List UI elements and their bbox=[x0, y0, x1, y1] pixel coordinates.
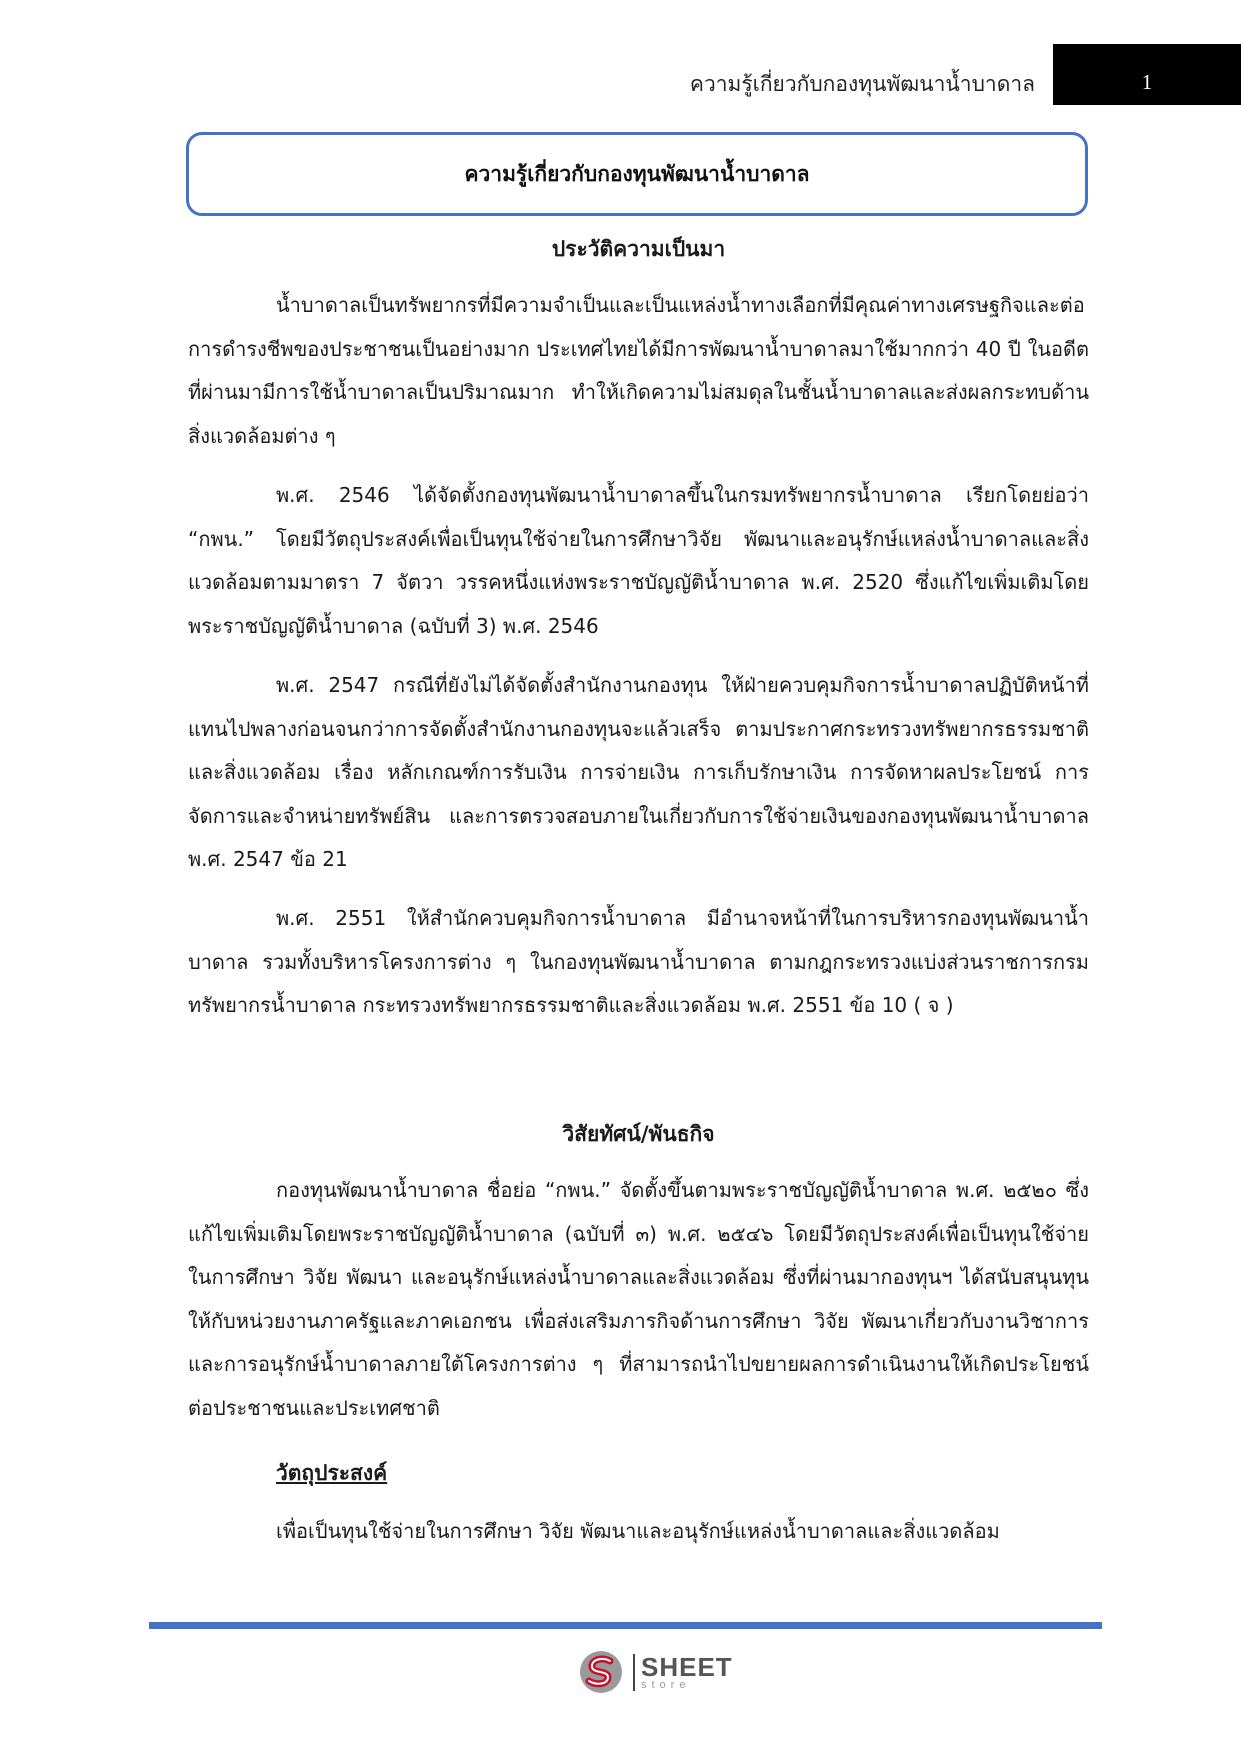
document-title: ความรู้เกี่ยวกับกองทุนพัฒนาน้ำบาดาล bbox=[464, 161, 810, 186]
section-heading-vision: วิสัยทัศน์/พันธกิจ bbox=[562, 1122, 715, 1146]
history-paragraph-2: พ.ศ. 2546 ได้จัดตั้งกองทุนพัฒนาน้ำบาดาลขึ้นในกรมทรัพยากรน้ำบาดาล เรียกโดยย่อว่า “กพน.” โดยมีวัตถุประสงค์เพื่อเป็นทุนใช้จ่ายในการศึกษาวิจัย พัฒนาและอนุรักษ์แหล่งน้ำบาดาลและสิ่งแวดล้อมตามมาตรา 7 จัตวา วรรคหนึ่งแห่งพระราชบัญญัติน้ำบาดาล พ.ศ. 2520 ซึ่งแก้ไขเพิ่มเติมโดยพระราชบัญญัติน้ำบาดาล (ฉบับที่ 3) พ.ศ. 2546 bbox=[188, 483, 1089, 638]
vision-paragraph: กองทุนพัฒนาน้ำบาดาล ชื่อย่อ “กพน.” จัดตั้งขึ้นตามพระราชบัญญัติน้ำบาดาล พ.ศ. ๒๕๒๐ ซึ่งแก้ไขเพิ่มเติมโดยพระราชบัญญัติน้ำบาดาล (ฉบับที่ ๓) พ.ศ. ๒๕๔๖ โดยมีวัตถุประสงค์เพื่อเป็นทุนใช้จ่ายในการศึกษา วิจัย พัฒนา และอนุรักษ์แหล่งน้ำบาดาลและสิ่งแวดล้อม ซึ่งที่ผ่านมากองทุนฯ ได้สนับสนุนทุนให้กับหน่วยงานภาครัฐและภาคเอกชน เพื่อส่งเสริมภารกิจด้านการศึกษา วิจัย พัฒนาเกี่ยวกับงานวิชาการและการอนุรักษ์น้ำบาดาลภายใต้โครงการต่าง ๆ ที่สามารถนำไปขยายผลการดำเนินงานให้เกิดประโยชน์ต่อประชาชนและประเทศชาติ bbox=[188, 1178, 1089, 1420]
sheet-store-logo-icon bbox=[577, 1648, 625, 1696]
history-paragraph-1: น้ำบาดาลเป็นทรัพยากรที่มีความจำเป็นและเป็นแหล่งน้ำทางเลือกที่มีคุณค่าทางเศรษฐกิจและต่อการดำรงชีพของประชาชนเป็นอย่างมาก ประเทศไทยได้มีการพัฒนาน้ำบาดาลมาใช้มากกว่า 40 ปี ในอดีตที่ผ่านมามีการใช้น้ำบาดาลเป็นปริมาณมาก ทำให้เกิดความไม่สมดุลในชั้นน้ำบาดาลและส่งผลกระทบด้านสิ่งแวดล้อมต่าง ๆ bbox=[188, 293, 1089, 448]
sheet-store-logo bbox=[577, 1648, 747, 1696]
logo-wordmark bbox=[633, 1651, 733, 1691]
running-header-title: ความรู้เกี่ยวกับกองทุนพัฒนาน้ำบาดาล bbox=[689, 72, 1035, 96]
page-number: 1 bbox=[1053, 44, 1241, 105]
logo-sub-text: store bbox=[641, 1678, 691, 1691]
objective-text: เพื่อเป็นทุนใช้จ่ายในการศึกษา วิจัย พัฒนาและอนุรักษ์แหล่งน้ำบาดาลและสิ่งแวดล้อม bbox=[276, 1519, 1000, 1543]
history-paragraph-3: พ.ศ. 2547 กรณีที่ยังไม่ได้จัดตั้งสำนักงานกองทุน ให้ฝ่ายควบคุมกิจการน้ำบาดาลปฏิบัติหน้าที่แทนไปพลางก่อนจนกว่าการจัดตั้งสำนักงานกองทุนจะแล้วเสร็จ ตามประกาศกระทรวงทรัพยากรธรรมชาติและสิ่งแวดล้อม เรื่อง หลักเกณฑ์การรับเงิน การจ่ายเงิน การเก็บรักษาเงิน การจัดหาผลประโยชน์ การจัดการและจำหน่ายทรัพย์สิน และการตรวจสอบภายในเกี่ยวกับการใช้จ่ายเงินของกองทุนพัฒนาน้ำบาดาล พ.ศ. 2547 ข้อ 21 bbox=[188, 673, 1089, 871]
logo-main-text: SHEET bbox=[641, 1651, 733, 1682]
history-paragraph-4: พ.ศ. 2551 ให้สำนักควบคุมกิจการน้ำบาดาล มีอำนาจหน้าที่ในการบริหารกองทุนพัฒนาน้ำบาดาล รวมทั้งบริหารโครงการต่าง ๆ ในกองทุนพัฒนาน้ำบาดาล ตามกฎกระทรวงแบ่งส่วนราชการกรมทรัพยากรน้ำบาดาล กระทรวงทรัพยากรธรรมชาติและสิ่งแวดล้อม พ.ศ. 2551 ข้อ 10 ( จ ) bbox=[188, 906, 1089, 1017]
objective-heading: วัตถุประสงค์ bbox=[276, 1461, 388, 1485]
document-title-box bbox=[186, 132, 1088, 216]
footer-divider bbox=[149, 1622, 1102, 1629]
section-heading-history: ประวัติความเป็นมา bbox=[551, 237, 726, 261]
